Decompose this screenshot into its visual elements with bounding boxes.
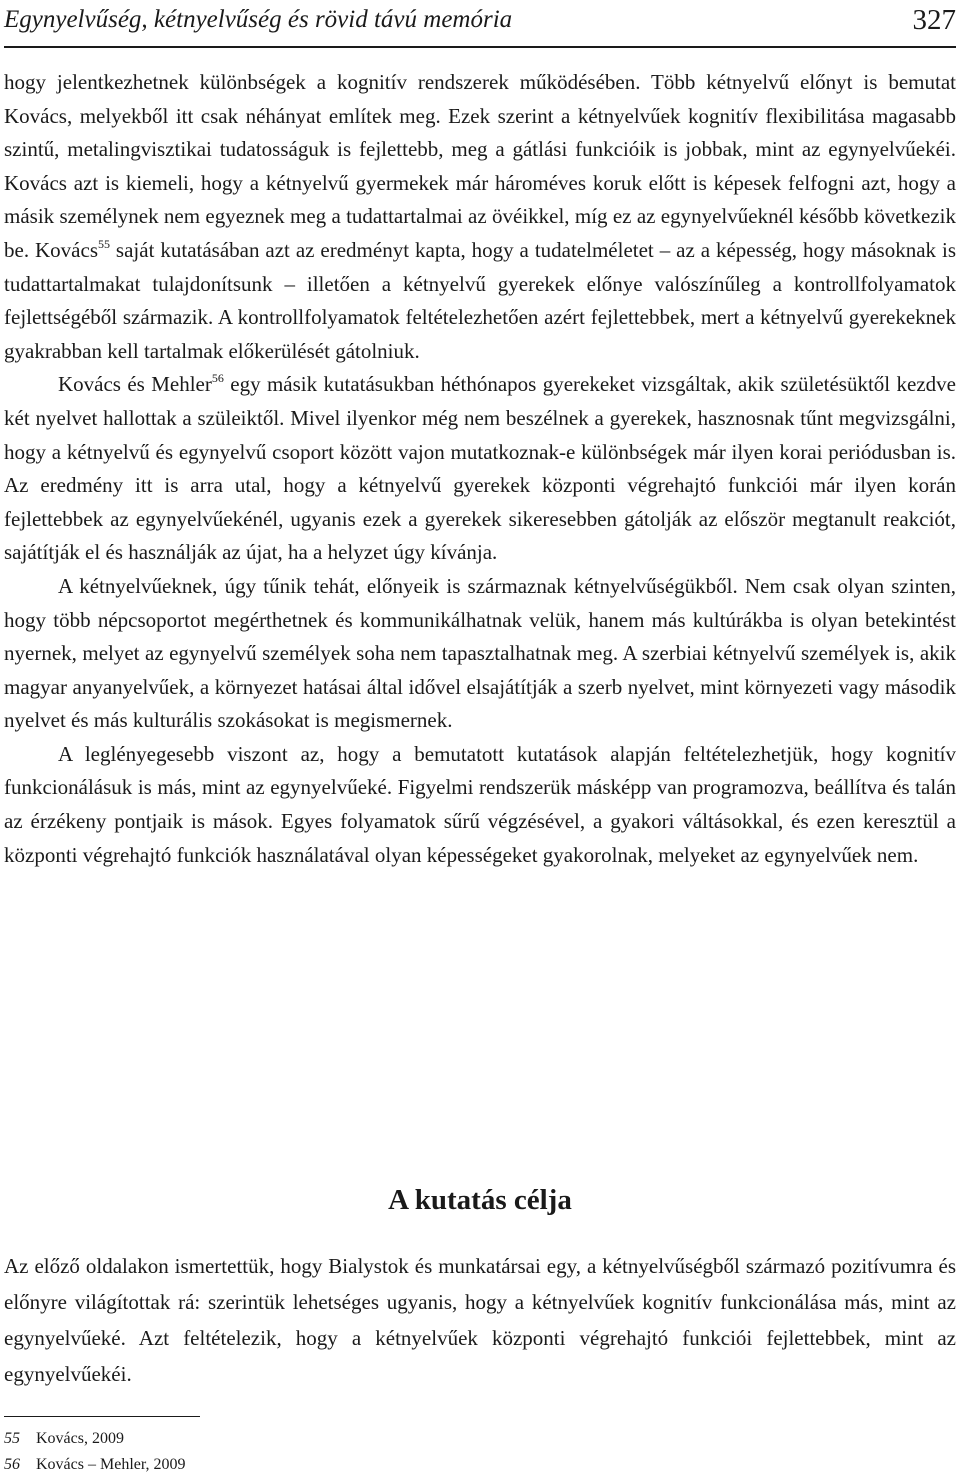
section-heading: A kutatás célja — [388, 1184, 572, 1216]
paragraph-2-text-a: Kovács és Mehler — [58, 372, 212, 397]
running-header — [4, 4, 956, 44]
paragraph-1 — [4, 66, 956, 368]
body-text — [4, 66, 956, 872]
running-title: Egynyelvűség, kétnyelvűség és rövid távú memória — [4, 6, 513, 33]
page-number: 327 — [912, 4, 956, 36]
footnote-55 — [4, 1426, 956, 1452]
paragraph-2-text-b: egy másik kutatásukban héthónapos gyerekeket vizsgáltak, akik születésüktől kezdve két nyelvet hallottak a szüleiktől. Mivel ilyenkor még nem beszélnek a gyerekek, hasznosnak tűnt megvizsgálni, hogy a kétnyelvű és egynyelvű csoport között vajon mutatkoznak-e különbségek már ilyen korai periódusban is. Az eredmény itt is arra utal, hogy a kétnyelvű gyerekek központi végrehajtó funkciói már ilyen korán fejlettebbek az egynyelvűekénél, ugyanis ezek a gyerekek sikeresebben gátolják az először megtanult reakciót, sajátítják el és használják az újat, ha a helyzet úgy kívánja. — [4, 372, 956, 565]
footnote-text: Kovács, 2009 — [36, 1430, 124, 1447]
paragraph-1-text-b: saját kutatásában azt az eredményt kapta, hogy a tudatelméletet – az a képesség, hogy másoknak is tudattartalmakat tulajdonítsunk – illetően a kétnyelvű gyerekek előnye valószínűleg a kontrollfolyamatok fejlettségéből származik. A kontrollfolyamatok feltételezhetően azért fejlettebbek, mert a kétnyelvű gyerekeknek gyakrabban kell tartalmak előkerülését gátolniuk. — [4, 237, 956, 363]
paragraph-2 — [4, 368, 956, 570]
paragraph-1-text-a: hogy jelentkezhetnek különbségek a kognitív rendszerek működésében. Több kétnyelvű előnyt is bemutat Kovács, melyekből itt csak néhányat említek meg. Ezek szerint a kétnyelvűek kognitív flexibilitása magasabb szintű, metalingvisztikai tudatosságuk is fejlettebb, meg a gátlási funkcióik is jobbak, mint az egynyelvűekéi. Kovács azt is kiemeli, hogy a kétnyelvű gyermekek már hároméves koruk előtt is képesek felfogni azt, hogy a másik személynek nem egyeznek meg a tudattartalmai az övéikkel, míg ez az egynyelvűeknél később következik be. Kovács — [4, 70, 956, 262]
footnote-rule — [4, 1416, 200, 1417]
footnote-text: Kovács – Mehler, 2009 — [36, 1456, 186, 1473]
section-paragraph: Az előző oldalakon ismertettük, hogy Bialystok és munkatársai egy, a kétnyelvűségből származó pozitívumra és előnyre világítottak rá: szerintük lehetséges ugyanis, hogy a kétnyelvűek kognitív funkcionálása más, mint az egynyelvűeké. Azt feltételezik, hogy a kétnyelvűek központi végrehajtó funkciói fejlettebbek, mint az egynyelvűekéi. — [4, 1254, 956, 1386]
footnote-number: 55 — [4, 1430, 20, 1447]
footnotes — [4, 1426, 956, 1478]
document-page — [4, 0, 956, 1477]
footnote-56 — [4, 1452, 956, 1478]
footnote-number: 56 — [4, 1456, 20, 1473]
header-rule — [4, 46, 956, 48]
footnote-ref-55: 55 — [98, 236, 110, 251]
paragraph-3: A kétnyelvűeknek, úgy tűnik tehát, előnyeik is származnak kétnyelvűségükből. Nem csak olyan szinten, hogy több népcsoportot megérthetnek és kommunikálhatnak velük, hanem más kultúrákba is olyan betekintést nyernek, melyet az egynyelvű személyek soha nem tapasztalhatnak meg. A szerbiai kétnyelvű személyek is, akik magyar anyanyelvűek, a környezet hatásai által idővel elsajátítják a szerb nyelvet, mint környezeti vagy második nyelvet és más kulturális szokásokat is megismernek. — [4, 573, 956, 733]
footnote-ref-56: 56 — [211, 371, 224, 386]
paragraph-4: A leglényegesebb viszont az, hogy a bemutatott kutatások alapján feltételezhetjük, hogy kognitív funkcionálásuk is más, mint az egynyelvűeké. Figyelmi rendszerük másképp van programozva, beállítva és talán az érzékeny pontjaik is mások. Egyes folyamatok sűrű végzésével, a gyakori váltásokkal, és ezen keresztül a központi végrehajtó funkciók használatával olyan képességeket gyakorolnak, melyeket az egynyelvűek nem. — [4, 741, 956, 867]
